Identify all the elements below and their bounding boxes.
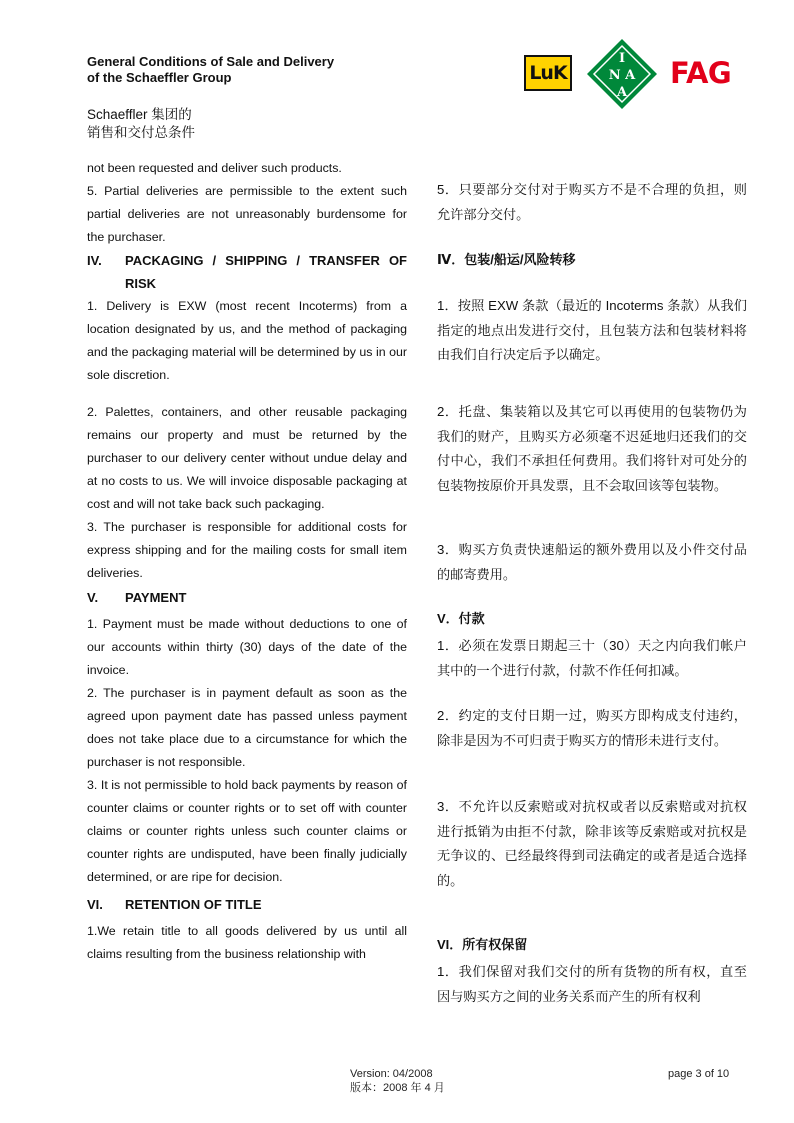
intro-line-en: not been requested and deliver such products. — [87, 161, 342, 175]
title-en-line2: of the Schaeffler Group — [87, 70, 232, 85]
section-iv-clause-2-en: 2. Palettes, containers, and other reusable packaging remains our property and must be returned by the purchaser to our delivery center without undue delay and at no costs to us. We will invoice disposable packaging at cost and will not take back such packaging. — [87, 405, 407, 511]
section-iv-heading-en — [87, 249, 407, 295]
version-en: Version: 04/2008 — [350, 1068, 433, 1080]
clause-5-en: 5. Partial deliveries are permissible to the extent such partial deliveries are not unreasonably burdensome for the purchaser. — [87, 184, 407, 244]
title-cn-line1: Schaeffler 集团的 — [87, 107, 192, 122]
section-v-title: PAYMENT — [125, 590, 187, 605]
section-iv-clause-2-cn: 2．托盘、集装箱以及其它可以再使用的包装物仍为我们的财产，且购买方必须毫不迟延地归还我们的交付中心，我们不承担任何费用。我们将针对可处分的包装物按原价开具发票，且不会取回该等包装物。 — [437, 404, 747, 493]
ina-letter-bottom: A — [616, 85, 628, 100]
section-vi-number: VI. — [87, 897, 103, 912]
brand-logos — [524, 38, 748, 110]
clause-5-cn: 5．只要部分交付对于购买方不是不合理的负担，则允许部分交付。 — [437, 182, 747, 222]
section-iv-clause-1-cn-block — [437, 294, 747, 368]
ina-letter-top: I — [618, 51, 626, 66]
section-v-number: V. — [87, 590, 99, 605]
ina-letter-middle: N A — [608, 68, 636, 83]
section-v-title-cn: V．付款 — [437, 611, 485, 626]
section-v-heading-en — [87, 586, 407, 609]
document-title-en — [87, 54, 334, 86]
footer-version — [350, 1067, 445, 1095]
title-cn-line2: 销售和交付总条件 — [87, 125, 195, 140]
section-v-clause-3-cn-block — [437, 795, 747, 893]
section-v-clause-2-en: 2. The purchaser is in payment default as soon as the agreed upon payment date has passed unless payment does not take place due to a circumstance for which the purchaser is not responsible. — [87, 686, 407, 769]
section-iv-clause-1-cn: 1．按照 EXW 条款（最近的 Incoterms 条款）从我们指定的地点出发进行交付，且包装方法和包装材料将由我们自行决定后予以确定。 — [437, 298, 747, 362]
section-iv-title-cn: Ⅳ．包装/船运/风险转移 — [437, 252, 576, 267]
section-vi-title-cn: VI．所有权保留 — [437, 937, 528, 952]
section-v-clause-3-cn: 3．不允许以反索赔或对抗权或者以反索赔或对抗权进行抵销为由拒不付款，除非该等反索赔或对抗权是无争议的、已经最终得到司法确定的或者是适合选择的。 — [437, 799, 747, 888]
title-en-line1: General Conditions of Sale and Delivery — [87, 54, 335, 69]
section-iv-heading-cn-block — [437, 248, 747, 273]
clause-5-cn-block — [437, 178, 747, 227]
section-vi-title: RETENTION OF TITLE — [125, 897, 262, 912]
section-v-clause-1-cn: 1．必须在发票日期起三十（30）天之内向我们帐户其中的一个进行付款，付款不作任何扣减。 — [437, 638, 747, 678]
section-iv-clause-3-en: 3. The purchaser is responsible for additional costs for express shipping and for the mailing costs for small item deliveries. — [87, 520, 407, 580]
section-iv-clause-1-en: 1. Delivery is EXW (most recent Incoterms) from a location designated by us, and the method of packaging and the packaging material will be determined by us in our sole discretion. — [87, 299, 407, 382]
section-vi-clause-1-en: 1.We retain title to all goods delivered by us until all claims resulting from the business relationship with — [87, 924, 407, 961]
ina-logo — [586, 38, 658, 110]
section-iv-clause-3-cn: 3．购买方负责快速船运的额外费用以及小件交付品的邮寄费用。 — [437, 542, 747, 582]
section-iv-number: IV. — [87, 253, 102, 268]
section-v-clause-2-cn-block — [437, 704, 747, 753]
section-iv-clause-3-cn-block — [437, 538, 747, 587]
version-cn: 版本：2008 年 4 月 — [350, 1082, 445, 1094]
section-v-clause-1-en: 1. Payment must be made without deductions to one of our accounts within thirty (30) days of the date of the invoice. — [87, 617, 407, 677]
section-vi-heading-en — [87, 893, 407, 916]
luk-logo: LuK — [524, 55, 572, 91]
page-number: page 3 of 10 — [668, 1068, 730, 1080]
section-vi-clause-1-cn: 1．我们保留对我们交付的所有货物的所有权，直至因与购买方之间的业务关系而产生的所有权利 — [437, 964, 747, 1004]
section-vi-heading-cn-block — [437, 933, 747, 958]
section-v-clause-3-en: 3. It is not permissible to hold back payments by reason of counter claims or counter rights or to set off with counter claims or counter rights unless such counter claims or counter rights are undisputed, have been finally judicially determined, or are ripe for decision. — [87, 778, 407, 884]
fag-logo: FAG — [670, 56, 732, 90]
section-v-clause-2-cn: 2．约定的支付日期一过，购买方即构成支付违约，除非是因为不可归责于购买方的情形未进行支付。 — [437, 708, 747, 748]
section-v-heading-cn-block — [437, 607, 747, 632]
section-iv-clause-2-cn-block — [437, 400, 747, 498]
document-title-cn — [87, 106, 195, 142]
section-v-clause-1-cn-block — [437, 634, 747, 683]
section-vi-clause-1-cn-block — [437, 960, 747, 1009]
section-iv-title: PACKAGING / SHIPPING / TRANSFER OF RISK — [125, 253, 407, 291]
english-column — [87, 157, 407, 966]
